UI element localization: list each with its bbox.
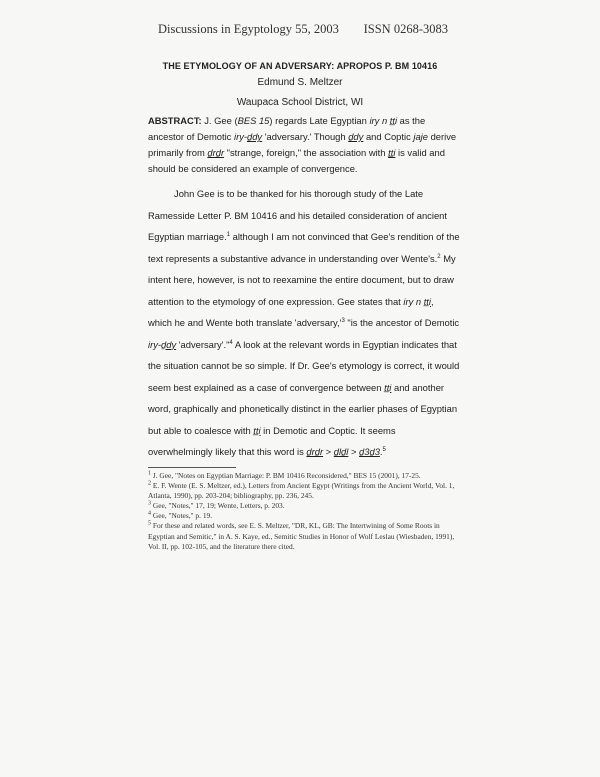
footnote-ref[interactable]: 1 [226, 231, 231, 238]
abstract-term: jaje [413, 131, 428, 142]
footnote-ref[interactable]: 4 [229, 339, 233, 346]
abstract-text: "strange, foreign," the association with [224, 147, 389, 158]
egyptian-term: ḏlḏl [333, 446, 349, 457]
egyptian-term: ṯṯi [384, 381, 392, 393]
abstract [148, 113, 460, 177]
abstract-term: ḏrḏr [207, 147, 225, 158]
egyptian-term: iry n [403, 295, 424, 307]
egyptian-term: ḏrḏr [306, 446, 324, 457]
body-text: My intent here, however, is not to reexamine the entire document, but to draw attention to the etymology of one expression. Gee states that [148, 252, 456, 307]
article-title: THE ETYMOLOGY OF AN ADVERSARY: APROPOS P. BM 10416 [162, 61, 438, 71]
footnote-ref[interactable]: 2 [437, 253, 441, 260]
footnote-ref[interactable]: 3 [341, 317, 345, 324]
body-text: , which he and Wente both translate 'adversary,' [148, 295, 434, 328]
body-text: 'adversary'." [176, 338, 230, 350]
footnote [148, 471, 460, 481]
author-name: Edmund S. Meltzer [257, 77, 343, 88]
egyptian-term: ḏdy [161, 338, 177, 350]
abstract-journal: BES 15 [237, 115, 270, 126]
abstract-term: iry- [233, 131, 247, 142]
egyptian-term: iry- [148, 338, 162, 350]
abstract-text: ) regards Late Egyptian [269, 115, 370, 126]
footnote [148, 501, 460, 511]
body-text: "is the ancestor of Demotic [344, 317, 460, 328]
footnote-divider [148, 467, 236, 468]
abstract-text: J. Gee ( [201, 115, 238, 126]
egyptian-term: ṯṯi [423, 295, 431, 307]
body-text: A look at the relevant words in Egyptian indicates that the situation cannot be so simple. If Dr. Gee's etymology is correct, it would seem best explained as a case of convergence between [148, 338, 460, 393]
abstract-text: is valid and should be considered an example of convergence. [148, 147, 445, 174]
footnote-text: Gee, "Notes," p. 19. [152, 511, 213, 521]
footnotes [148, 471, 460, 552]
journal-citation: Discussions in Egyptology 55, 2003 [158, 22, 339, 36]
abstract-text: derive primarily from [148, 131, 457, 158]
issn: ISSN 0268-3083 [363, 22, 448, 36]
footnote-number: 2 [148, 480, 151, 487]
abstract-term: ṯṯi [388, 147, 396, 158]
footnote [148, 521, 460, 551]
footnote-text: J. Gee, "Notes on Egyptian Marriage: P. BM 10416 Reconsidered," BES 15 (2001), 17-25. [152, 471, 421, 480]
body-text: > [323, 446, 334, 457]
footnote-number: 1 [148, 470, 151, 477]
body-text: in Demotic and Coptic. It seems overwhelmingly likely that this word is [148, 424, 396, 457]
footnote-text: For these and related words, see E. S. Meltzer, "DR, KL, GB: The Intertwining of Some Roots in Egyptian and Semitic," in A. S. Kaye, ed., Semitic Studies in Honor of Wolf Leslau (Wiesbaden, 1991), Vol. II, pp. 102-105, and the literature there cited. [148, 521, 455, 551]
abstract-term: ḏdy [348, 131, 364, 142]
egyptian-term: ḏ3ḏ3 [359, 446, 380, 457]
footnote [148, 511, 460, 521]
abstract-text: as the ancestor of Demotic [148, 115, 426, 142]
author-affiliation: Waupaca School District, WI [236, 97, 364, 108]
footnote-number: 3 [148, 500, 151, 507]
abstract-term: ḏdy [247, 131, 263, 142]
footnote-number: 5 [148, 521, 151, 527]
egyptian-term: ṯṯi [253, 424, 261, 436]
abstract-text: and Coptic [363, 131, 414, 142]
abstract-term: iry n ṯṯi [369, 115, 398, 126]
body-text: . [379, 446, 383, 457]
body-text: although I am not convinced that Gee's rendition of the text represents a substantive advance in understanding over Wente's. [148, 231, 460, 264]
footnote-text: E. F. Wente (E. S. Meltzer, ed.), Letters from Ancient Egypt (Writings from the Ancient World, Vol. 1, Atlanta, 1990), pp. 203-204; bibliography, pp. 236, 245. [148, 481, 455, 501]
footnote-text: Gee, "Notes," 17, 19; Wente, Letters, p. 203. [152, 501, 285, 511]
abstract-text: 'adversary.' Though [262, 131, 349, 142]
body-paragraph [148, 183, 460, 463]
body-text: > [348, 446, 360, 457]
footnote-ref[interactable]: 5 [382, 446, 386, 453]
footnote-number: 4 [148, 510, 151, 517]
body-text: and another word, graphically and phonetically distinct in the earlier phases of Egyptian but able to coalesce with [148, 381, 458, 436]
body-text: John Gee is to be thanked for his thorough study of the Late Ramesside Letter P. BM 10416 and his detailed consideration of ancient Egyptian marriage. [148, 188, 447, 242]
abstract-label: ABSTRACT: [148, 115, 202, 126]
footnote [148, 481, 460, 501]
